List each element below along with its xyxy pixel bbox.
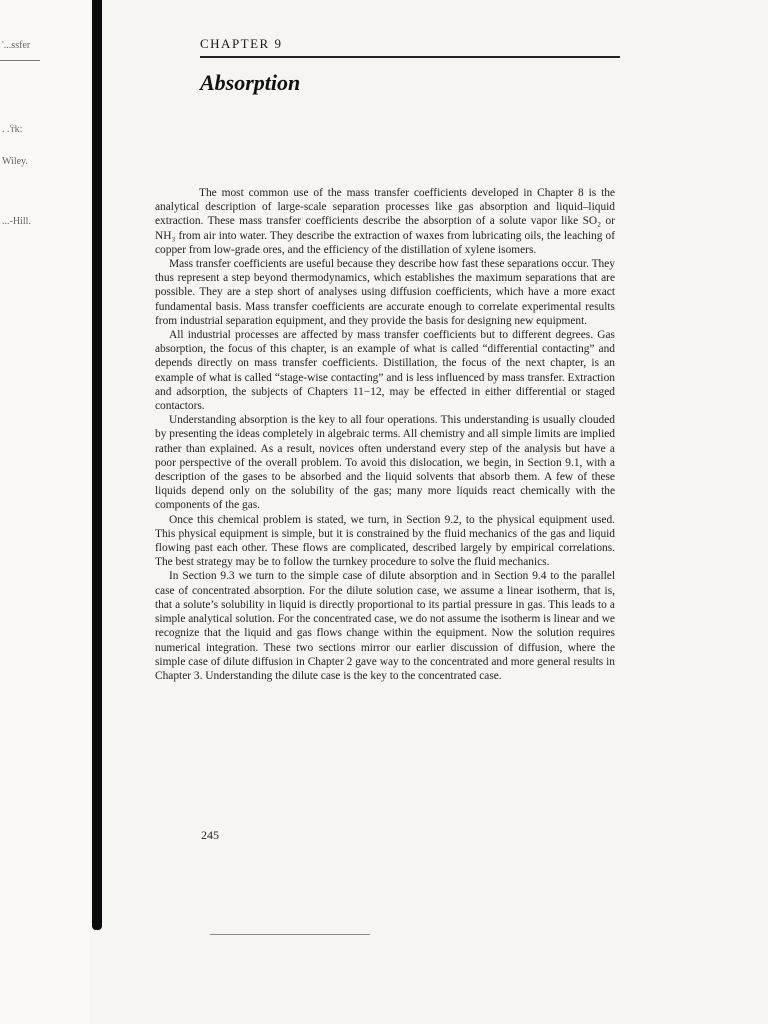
- margin-fragment: Wiley.: [2, 156, 28, 167]
- paragraph: Understanding absorption is the key to all four operations. This understanding is usually clouded by presenting the ideas completely in algebraic terms. All chemistry and all simple limits are implied rather than explained. As a result, novices often understand every step of the analysis but have a poor perspective of the overall problem. To avoid this dislocation, we begin, in Section 9.1, with a description of the gases to be absorbed and the liquid solvents that absorb them. A few of these liquids depend only on the solubility of the gas; many more liquids react chemically with the components of the gas.: [155, 414, 615, 512]
- facing-page-edge: [0, 0, 90, 1024]
- margin-fragment: . .'r̀k:: [2, 124, 23, 135]
- paragraph: Once this chemical problem is stated, we turn, in Section 9.2, to the physical equipment used. This physical equipment is simple, but it is constrained by the fluid mechanics of the gas and liquid flowing past each other. These flows are complicated, described largely by empirical correlations. The best strategy may be to follow the turnkey procedure to solve the fluid mechanics.: [155, 513, 615, 569]
- paragraph: In Section 9.3 we turn to the simple case of dilute absorption and in Section 9.4 to the parallel case of concentrated absorption. For the dilute solution case, we assume a linear isotherm, that is, that a solute’s solubility in liquid is directly proportional to its partial pressure in gas. This leads to a simple analytical solution. For the concentrated case, we do not assume the isotherm is linear and we recognize that the liquid and gas flows change within the equipment. Now the solution requires numerical integration. These two sections mirror our earlier discussion of diffusion, where the simple case of dilute diffusion in Chapter 2 gave way to the concentrated and more general results in Chapter 3. Understanding the dilute case is the key to the concentrated case.: [155, 570, 615, 682]
- margin-fragment: '...ssfer: [2, 40, 31, 51]
- header-rule: [200, 56, 620, 58]
- paragraph: The most common use of the mass transfer coefficients developed in Chapter 8 is the analytical description of large-scale separation processes like gas absorption and liquid–liquid extraction. These mass transfer coefficients describe the absorption of a solute vapor like SO₂ or NH₃ from air into water. They describe the extraction of waxes from lubricating oils, the leaching of copper from low-grade ores, and the efficiency of the distillation of xylene isomers.: [155, 187, 615, 256]
- page-number: 245: [201, 828, 219, 842]
- body-text: [155, 186, 615, 683]
- chapter-label: CHAPTER 9: [200, 36, 283, 51]
- scan-artifact-line: [210, 934, 370, 935]
- paragraph: All industrial processes are affected by mass transfer coefficients but to different degrees. Gas absorption, the focus of this chapter, is an example of what is called “differential contacting” and depends directly on mass transfer coefficients. Distillation, the focus of the next chapter, is an example of what is called “stage-wise contacting” and is less influenced by mass transfer. Extraction and adsorption, the subjects of Chapters 11−12, may be effected in either differential or staged contactors.: [155, 329, 615, 413]
- chapter-title: Absorption: [200, 70, 301, 95]
- book-binding-shadow: [92, 0, 102, 930]
- margin-rule: [0, 60, 40, 61]
- margin-fragment: ...-Hill.: [2, 216, 31, 227]
- paragraph: Mass transfer coefficients are useful because they describe how fast these separations occur. They thus represent a step beyond thermodynamics, which establishes the maximum separations that are possible. They are a step short of analyses using diffusion coefficients, which have a more exact fundamental basis. Mass transfer coefficients are accurate enough to correlate experimental results from industrial separation equipment, and they provide the basis for designing new equipment.: [155, 258, 615, 327]
